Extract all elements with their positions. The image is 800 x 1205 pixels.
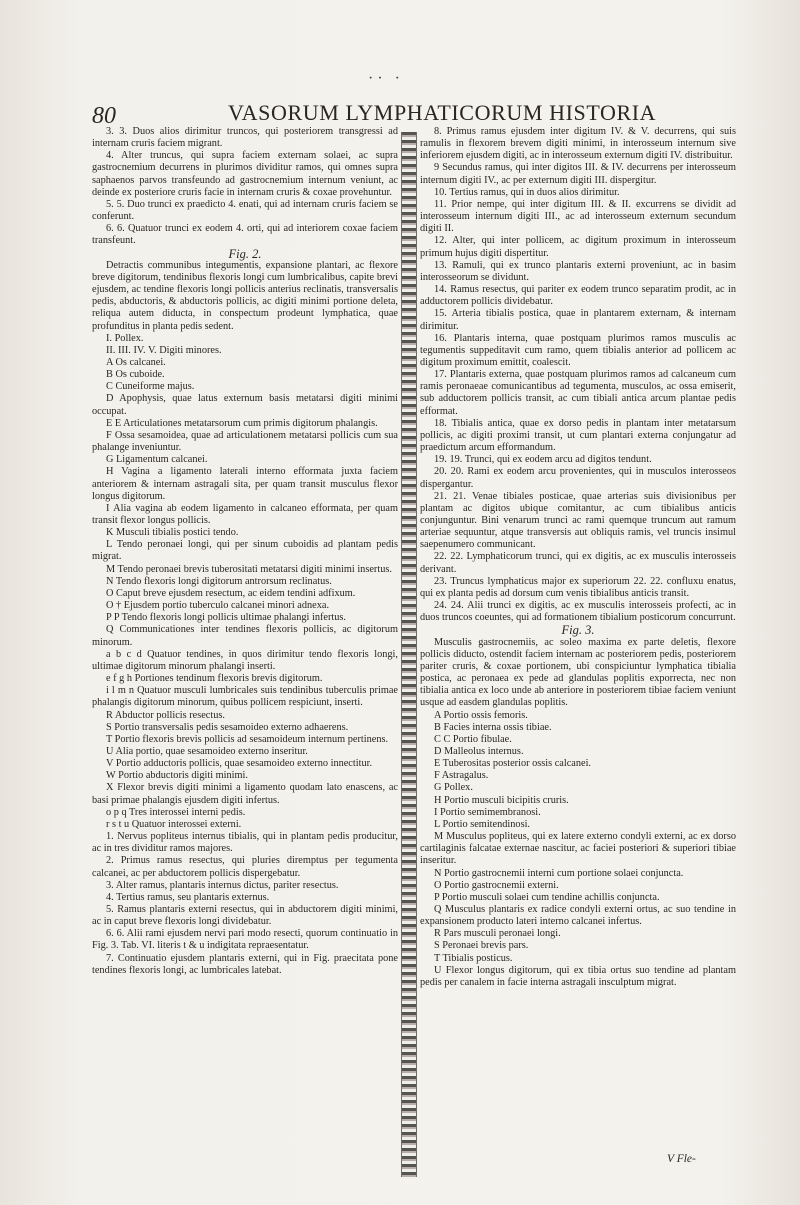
- paragraph: 22. 22. Lymphaticorum trunci, qui ex digitis, ac ex musculis interosseis derivant.: [420, 551, 736, 575]
- paragraph: 8. Primus ramus ejusdem inter digitum IV. & V. decurrens, qui suis ramulis in flexorem brevem digiti minimi, in interosseum internum sive inferiorem ejusdem digiti, ac in interosseum externum digiti IV. distribuitur.: [420, 126, 736, 162]
- figure-heading: Fig. 3.: [561, 623, 595, 638]
- legend-item: T Portio flexoris brevis pollicis ad sesamoideum internum pertinens.: [106, 733, 389, 745]
- legend-item: U Alia portio, quae sesamoideo externo inseritur.: [106, 745, 308, 757]
- legend-item: F Ossa sesamoidea, quae ad articulationem metatarsi pollicis cum sua phalange inveniuntur.: [92, 429, 398, 454]
- legend-item: D Malleolus internus.: [434, 745, 524, 757]
- paragraph: 17. Plantaris externa, quae postquam plurimos ramos ad calcaneum cum ramis peronaeae comunicantibus ad tegumenta, musculos, ac ossa emiserit, sub adductorem pollicis transit, ac cum tibiali antica arcum plantae pedis efformat.: [420, 369, 736, 417]
- legend-item: H Vagina a ligamento laterali interno efformata juxta faciem anteriorem & internam astragali sita, per quam transit musculus flexor longus digitorum.: [92, 466, 398, 502]
- legend-item: P P Tendo flexoris longi pollicis ultimae phalangi infertus.: [106, 612, 346, 624]
- figure-heading: Fig. 2.: [228, 246, 262, 261]
- legend-item: E E Articulationes metatarsorum cum primis digitorum phalangis.: [106, 417, 378, 429]
- legend-item: 6. 6. Alii rami ejusdem nervi pari modo resecti, quorum continuatio in Fig. 3. Tab. VI. literis t & u indigitata repraesentatur.: [92, 928, 398, 952]
- paragraph: 21. 21. Venae tibiales posticae, quae arterias suis divisionibus per plantam ac digitos ubique comitantur, ac cum tibialibus anticis conjunguntur. Bini venarum trunci ac rami quemque truncum aut ramum arteriae sequuntur, atque transversis aut obliquis ramis, vel truncis insimul saepenumero communicant.: [420, 490, 736, 551]
- legend-item: R Pars musculi peronaei longi.: [434, 928, 561, 940]
- legend-item: A Portio ossis femoris.: [434, 709, 528, 721]
- paragraph: Detractis communibus integumentis, expansione plantari, ac flexore breve digitorum, tendinibus flexoris longi cum lumbricalibus, capite brevi ejusdem, ac tendine flexoris longi pollicis anterius reclinatis, transversalis pedis, abductoris, & abductoris pollicis, ac digiti minimi portione deleta, reliqua autem diducta, in conspectum prodeunt lymphatica, quae profunditus in planta pedis sedent.: [92, 259, 398, 332]
- legend-item: 5. Ramus plantaris externi resectus, qui in abductorem digiti minimi, ac in caput breve flexoris longi dividebatur.: [92, 904, 398, 928]
- paragraph: 23. Truncus lymphaticus major ex superiorum 22. 22. confluxu enatus, qui ex planta pedis ad dorsum cum venis tibialibus anticis transit.: [420, 575, 736, 599]
- legend-item: O Portio gastrocnemii externi.: [434, 879, 559, 891]
- legend-item: 2. Primus ramus resectus, qui pluries diremptus per tegumenta calcanei, ac per abductorem pollicis dispergebatur.: [92, 855, 398, 879]
- paragraph: 19. 19. Trunci, qui ex eodem arcu ad digitos tendunt.: [434, 454, 652, 466]
- legend-item: I. Pollex.: [106, 332, 144, 344]
- legend-item: o p q Tres interossei interni pedis.: [106, 806, 246, 818]
- legend-item: O † Ejusdem portio tuberculo calcanei minori adnexa.: [106, 600, 330, 612]
- legend-item: 4. Tertius ramus, seu plantaris externus.: [106, 891, 270, 903]
- legend-item: a b c d Quatuor tendines, in quos dirimitur tendo flexoris longi, ultimae digitorum minorum phalangi inserti.: [92, 648, 398, 672]
- legend-item: F Astragalus.: [434, 770, 489, 782]
- paragraph: 3. 3. Duos alios dirimitur truncos, qui posteriorem transgressi ad internam cruris faciem migrant.: [92, 126, 398, 150]
- legend-item: L Tendo peronaei longi, qui per sinum cuboidis ad plantam pedis migrat.: [92, 539, 398, 563]
- legend-item: R Abductor pollicis resectus.: [106, 709, 225, 721]
- legend-item: G Ligamentum calcanei.: [106, 454, 208, 466]
- legend-item: W Portio abductoris digiti minimi.: [106, 770, 248, 782]
- paragraph: 18. Tibialis antica, quae ex dorso pedis in plantam inter metatarsum pollicis, ac digiti proximi transit, ut cum plantari externa conjungatur ad praedictum arcum efformandum.: [420, 417, 736, 454]
- legend-item: Q Communicationes inter tendines flexoris pollicis, ac digitorum minorum.: [92, 624, 398, 648]
- paragraph: 9 Secundus ramus, qui inter digitos III. & IV. decurrens per interosseum internum digiti IV., ac per externum digiti III. dispergitur.: [420, 162, 736, 186]
- legend-item: r s t u Quatuor interossei externi.: [106, 818, 242, 830]
- legend-item: S Portio transversalis pedis sesamoideo externo adhaerens.: [106, 721, 349, 733]
- paragraph: 14. Ramus resectus, qui pariter ex eodem trunco separatim prodit, ac in adductorem pollicis dividebatur.: [420, 284, 736, 308]
- legend-item: 1. Nervus popliteus internus tibialis, qui in plantam pedis producitur, ac in tres dividitur ramos majores.: [92, 831, 398, 855]
- legend-item: C Cuneiforme majus.: [106, 381, 195, 393]
- paragraph: 15. Arteria tibialis postica, quae in plantarem externam, & internam dirimitur.: [420, 308, 736, 332]
- legend-item: C C Portio fibulae.: [434, 733, 512, 745]
- legend-item: E Tuberositas posterior ossis calcanei.: [434, 758, 592, 770]
- paragraph: 11. Prior nempe, qui inter digitum III. & II. excurrens se dividit ad interosseum internum digiti III., ac ad interosseum externum secundum digiti II.: [420, 198, 736, 235]
- paragraph: 4. Alter truncus, qui supra faciem externam solaei, ac supra gastrocnemium decurrens in plurimos dividitur ramos, qui omnes supra saphaenos parvos transfeundo ad gastrocnemium internum veniunt, ac deinde ex posteriore cruris facie in internam cruris & coxae provehuntur.: [92, 150, 398, 198]
- legend-item: M Tendo peronaei brevis tuberositati metatarsi digiti minimi insertus.: [106, 563, 392, 575]
- legend-item: M Musculus popliteus, qui ex latere externo condyli externi, ac ex dorso cartilaginis falcatae externae nascitur, ac faciei posteriori & superiori tibiae inseritur.: [420, 831, 736, 867]
- left-column: [92, 126, 398, 977]
- legend-item: I Alia vagina ab eodem ligamento in calcaneo efformata, per quam transit flexor longus pollicis.: [92, 502, 398, 526]
- legend-item: B Os cuboide.: [106, 369, 165, 381]
- page-number: 80: [92, 103, 116, 129]
- legend-item: N Tendo flexoris longi digitorum antrorsum reclinatus.: [106, 575, 332, 587]
- paragraph: 12. Alter, qui inter pollicem, ac digitum proximum in interosseum primum hujus digiti dispertitur.: [420, 235, 736, 259]
- legend-item: O Caput breve ejusdem resectum, ac eidem tendini adfixum.: [106, 587, 356, 599]
- paragraph: 5. 5. Duo trunci ex praedicto 4. enati, qui ad internam cruris faciem se conferunt.: [92, 198, 398, 223]
- legend-item: Q Musculus plantaris ex radice condyli externi ortus, ac suo tendine in expansionem producto lateri interno calcanei infertus.: [420, 904, 736, 928]
- legend-item: U Flexor longus digitorum, qui ex tibia ortus suo tendine ad plantam pedis per canalem in facie interna astragali insculptum migrat.: [420, 964, 736, 988]
- legend-item: D Apophysis, quae latus externum basis metatarsi digiti minimi occupat.: [92, 393, 398, 417]
- legend-item: V Portio adductoris pollicis, quae sesamoideo externo innectitur.: [106, 758, 373, 770]
- paragraph: 13. Ramuli, qui ex trunco plantaris externi proveniunt, ac in basim interosseorum se dividunt.: [420, 259, 736, 283]
- right-column: [420, 126, 736, 989]
- legend-item: P Portio musculi solaei cum tendine achillis conjuncta.: [434, 891, 660, 903]
- paragraph: 6. 6. Quatuor trunci ex eodem 4. orti, qui ad interiorem coxae faciem transfeunt.: [92, 223, 398, 247]
- paragraph: Musculis gastrocnemiis, ac soleo maxima ex parte deletis, flexore pollicis diducto, ostendit faciem internam ac posteriorem pedis, posteriorem pariter cruris, & coxae portionem, ubi conspiciuntur lymphatica tibialia postica, ac peronaea ex pede ad glandulas poplitis exporrecta, nec non tibialia antica ex loco unde ab anteriore in posteriorem tibiae faciem veniunt usque ad easdem glandulas poplitis.: [420, 636, 736, 709]
- legend-item: 7. Continuatio ejusdem plantaris externi, qui in Fig. praecitata pone tendines flexoris longi, ac lumbricales latebat.: [92, 952, 398, 976]
- legend-item: II. III. IV. V. Digiti minores.: [106, 344, 222, 356]
- legend-item: I Portio semimembranosi.: [434, 806, 541, 818]
- legend-item: X Flexor brevis digiti minimi a ligamento quodam lato enascens, ac basi primae phalangis ejusdem digiti infertus.: [92, 782, 398, 806]
- legend-item: i l m n Quatuor musculi lumbricales suis tendinibus tuberculis primae phalangis digitorum minorum, quibus pollicem respiciunt, inserti.: [92, 685, 398, 709]
- legend-item: L Portio semitendinosi.: [434, 818, 531, 830]
- legend-item: T Tibialis posticus.: [434, 952, 513, 964]
- gutter-ornament: [401, 132, 417, 1177]
- legend-item: e f g h Portiones tendinum flexoris brevis digitorum.: [106, 673, 323, 685]
- legend-item: S Peronaei brevis pars.: [434, 940, 529, 952]
- legend-item: H Portio musculi bicipitis cruris.: [434, 794, 569, 806]
- paragraph: 16. Plantaris interna, quae postquam plurimos ramos musculis ac tegumentis suppeditavit cum ramo, quem tibialis anterior ad pollicem ac digitum proximum emittit, coalescit.: [420, 332, 736, 368]
- legend-item: G Pollex.: [434, 782, 473, 794]
- catchword: V Fle-: [667, 1153, 696, 1165]
- paragraph: 20. 20. Rami ex eodem arcu provenientes, qui in musculos interosseos dispergantur.: [420, 466, 736, 490]
- legend-item: K Musculi tibialis postici tendo.: [106, 527, 239, 539]
- running-title: VASORUM LYMPHATICORUM HISTORIA: [228, 100, 657, 125]
- printer-marks: ·· ·: [368, 70, 404, 87]
- legend-item: 3. Alter ramus, plantaris internus dictus, pariter resectus.: [106, 879, 339, 891]
- paragraph: 10. Tertius ramus, qui in duos alios dirimitur.: [434, 186, 620, 198]
- paragraph: 24. 24. Alii trunci ex digitis, ac ex musculis interosseis profecti, ac in duos truncos coeuntes, qui ad formationem tibialium posticorum concurrunt.: [420, 600, 736, 624]
- legend-item: A Os calcanei.: [106, 356, 166, 368]
- legend-item: B Facies interna ossis tibiae.: [434, 721, 552, 733]
- legend-item: N Portio gastrocnemii interni cum portione solaei conjuncta.: [434, 867, 684, 879]
